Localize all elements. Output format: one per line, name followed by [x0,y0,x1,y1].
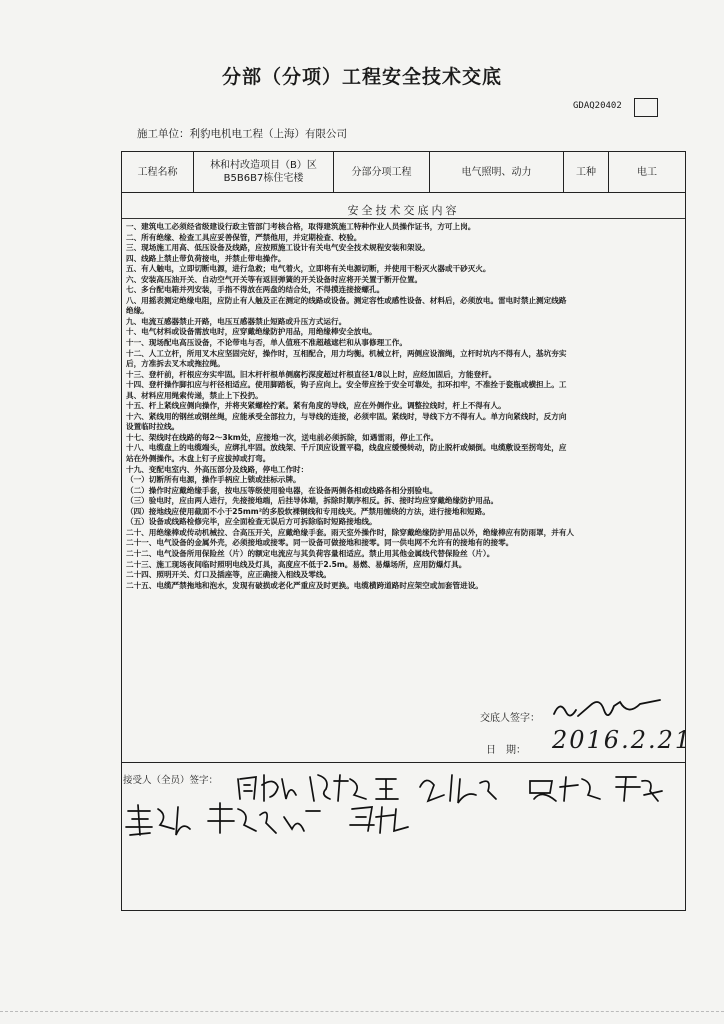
content-line: 二十五、电缆严禁拖地和泡水，发现有破损或老化严重应及时更换。电缆横跨道路时应架空或加套管进设。 [126,580,483,590]
content-line: 二十四、照明开关、灯口及插座等，应正确接入相线及零线。 [126,570,332,580]
content-line: 八、用摇表测定绝缘电阻，应防止有人触及正在测定的线路或设备。测定容性或感性设备、材料后，必须放电。雷电时禁止测定线路 [126,295,567,305]
content-line: 二十一、电气设备的金属外壳，必须接地或接零。同一设备可做接地和接零。同一供电网不允许有的接地有的接零。 [126,538,514,548]
content-line: 十九、变配电室内、外高压部分及线路，停电工作时： [126,464,309,474]
project-label: 工程名称 [122,152,194,192]
content-line: （一）切断所有电源，操作手柄应上锁或挂标示牌。 [126,475,301,485]
receiver-divider [122,762,685,763]
content-line: 十一、现场配电高压设备，不论带电与否，单人值班不准超越遮栏和从事修理工作。 [126,338,407,348]
content-line: 后，方准拆去叉木或拖拉绳。 [126,359,225,369]
content-line: 二、所有绝缘、检查工具应妥善保管，严禁他用，并定期检查、校验。 [126,232,362,242]
content-line: 二十、用绝缘棒或传动机械拉、合高压开关，应戴绝缘手套。雨天室外操作时，除穿戴绝缘防护用品以外，绝缘棒应有防雨罩，并有人 [126,527,575,537]
content-line: 九、电流互感器禁止开路，电压互感器禁止短路或升压方式运行。 [126,316,347,326]
content-line: （三）验电时，应由两人进行，先接接地端，后挂导体端，拆除时顺序相反。拆、接时均应穿戴绝缘防护用品。 [126,496,499,506]
header-row [122,152,685,193]
code-checkbox [634,98,658,117]
content-line: （五）设备或线路检修完毕，应全面检查无误后方可拆除临时短路接地线。 [126,517,377,527]
content-line: 十四、登杆操作脚扣应与杆径相适应。使用脚踏板，钩子应向上。安全带应拴于安全可靠处，扣环扣牢，不准拴于瓷瓶或横担上。工 [126,380,567,390]
project-name-line1: 林和村改造项目（B）区 [210,160,317,171]
content-line: 四、线路上禁止带负荷接电，并禁止带电操作。 [126,253,286,263]
unit-name: 利豹电机电工程（上海）有限公司 [189,128,347,140]
subitem-value: 电气照明、动力 [430,152,564,192]
content-line: 十六、紧线用的钢丝或钢丝绳，应能承受全部拉力，与导线的连接，必须牢固。紧线时，导线下方不得有人。单方向紧线时，反方向 [126,411,567,421]
subitem-label: 分部分项工程 [334,152,430,192]
content-line: （二）操作时应戴绝缘手套，按电压等级使用验电器，在设备两侧各相或线路各相分别验电。 [126,485,438,495]
receiver-signatures-row2 [120,795,440,855]
receiver-label: 接受人（全员）签字： [123,775,219,786]
content-line: 十二、人工立杆，所用叉木应坚固完好，操作时，互相配合，用力均衡。机械立杆，两侧应设溜绳，立杆时坑内不得有人，基坑夯实 [126,348,567,358]
unit-label: 施工单位： [137,128,190,140]
project-name-line2: B5B6B7栋住宅楼 [223,173,304,184]
handover-label: 交底人签字： [480,713,540,724]
content-line: 十五、杆上紧线应侧向操作，并将夹紧螺栓拧紧。紧有角度的导线，应在外侧作业。调整拉线时，杆上不得有人。 [126,401,506,411]
content-line: 绝缘。 [126,306,149,316]
trade-label: 工种 [564,152,609,192]
content-line: 一、建筑电工必须经省级建设行政主管部门考核合格，取得建筑施工特种作业人员操作证书，方可上岗。 [126,222,476,231]
section-title: 安全技术交底内容 [347,204,460,217]
content-line: 五、有人触电，立即切断电源，进行急救；电气着火，立即将有关电源切断，并使用干粉灭火器或干砂灭火。 [126,264,491,274]
handover-signature [548,692,668,728]
content-line: 十、电气材料或设备需放电时，应穿戴绝缘防护用品，用绝缘棒安全放电。 [126,327,377,337]
construction-unit [137,126,347,141]
content-line: 十八、电缆盘上的电缆端头，应绑扎牢固。放线架、千斤顶应设置平稳，线盘应缓慢转动，防止脱杆或倾倒。电缆敷设至拐弯处，应 [126,443,567,453]
content-line: 具、材料应用绳索传递，禁止上下投扔。 [126,390,263,400]
content-line: 二十二、电气设备所用保险丝（片）的额定电流应与其负荷容量相适应。禁止用其他金属线代替保险丝（片）。 [126,548,495,558]
document-title: 分部（分项）工程安全技术交底 [221,66,502,88]
content-line: 十三、登杆前，杆根应夯实牢固。旧木杆杆根单侧腐朽深度超过杆根直径1/8以上时，应经加固后，方能登杆。 [126,369,497,379]
content-line: 站在外侧操作。木盘上钉子应拔掉或打弯。 [126,454,271,464]
content-line: 二十三、施工现场夜间临时照明电线及灯具，高度应不低于2.5m。易燃、易爆场所，应用防爆灯具。 [126,559,467,569]
content-line: 七、多台配电箱并列安装，手指不得放在两盘的结合处，不得摸连接接螺孔。 [126,285,385,295]
content-line: 十七、架线时在线路的每2～3km处，应接地一次，送电前必须拆除，如遇雷雨，停止工作。 [126,432,439,442]
content-line: （四）接地线应使用截面不小于25mm²的多股软裸铜线和专用线夹。严禁用缠绕的方法，进行接地和短路。 [126,506,490,516]
page-crease [0,1011,724,1012]
document-code: GDAQ20402 [573,101,622,111]
content-line: 三、现场施工用高、低压设备及线路，应按照施工设计有关电气安全技术规程安装和架设。 [126,243,430,253]
safety-content [126,222,682,591]
content-line: 设置临时拉线。 [126,422,180,432]
section-divider [122,218,685,219]
project-name [194,152,334,192]
date-value: 2016.2.21 [552,726,693,754]
content-line: 六、安装高压油开关、自动空气开关等有返回弹簧的开关设备时应将开关置于断开位置。 [126,274,423,284]
trade-value: 电工 [637,166,657,178]
date-label: 日 期： [486,745,526,756]
